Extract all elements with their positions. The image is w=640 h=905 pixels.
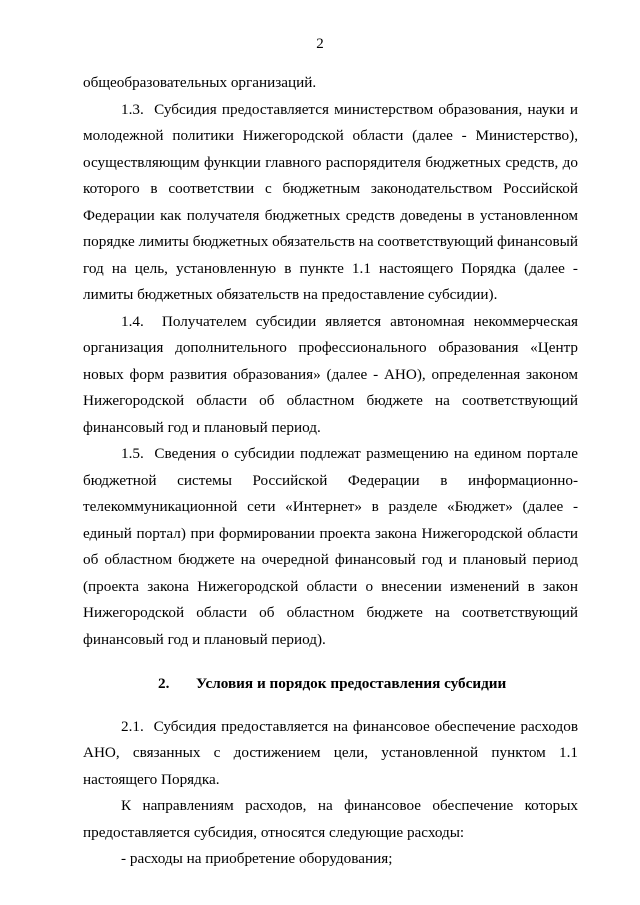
page-number: 2 [316, 36, 324, 52]
paragraph-1-5: 1.5. Сведения о субсидии подлежат размещению на едином портале бюджетной системы Российской Федерации в информационно-телекоммуникационной сети «Интернет» в разделе «Бюджет» (далее - единый портал) при формировании проекта закона Нижегородской области об областном бюджете на очередной финансовый год и плановый период (проекта закона Нижегородской области о внесении изменений в закон Нижегородской области об областном бюджете на соответствующий финансовый год и плановый период). [83, 445, 578, 648]
paragraph-1-3: 1.3. Субсидия предоставляется министерством образования, науки и молодежной политики Нижегородской области (далее - Министерство), осуществляющим функции главного распорядителя бюджетных средств, до которого в соответствии с бюджетным законодательством Российской Федерации как получателя бюджетных средств доведены в установленном порядке лимиты бюджетных обязательств на соответствующий финансовый год на цель, установленную в пункте 1.1 настоящего Порядка (далее - лимиты бюджетных обязательств на предоставление субсидии). [83, 100, 578, 303]
list-item-equipment: - расходы на приобретение оборудования; [121, 850, 393, 867]
section-heading [83, 671, 578, 698]
paragraph-expense-directions: К направлениям расходов, на финансовое обеспечение которых предоставляется субсидия, относятся следующие расходы: [83, 797, 578, 841]
paragraph-2-1: 2.1. Субсидия предоставляется на финансовое обеспечение расходов АНО, связанных с достижением цели, установленной пунктом 1.1 настоящего Порядка. [83, 717, 578, 788]
section-title: Условия и порядок предоставления субсидии [196, 675, 507, 692]
document-body [83, 70, 578, 873]
section-number: 2. [158, 675, 170, 692]
paragraph-continuation: общеобразовательных организаций. [83, 74, 317, 91]
paragraph-1-4: 1.4. Получателем субсидии является автономная некоммерческая организация дополнительного профессионального образования «Центр новых форм развития образования» (далее - АНО), определенная законом Нижегородской области об областном бюджете на соответствующий финансовый год и плановый период. [83, 312, 578, 436]
